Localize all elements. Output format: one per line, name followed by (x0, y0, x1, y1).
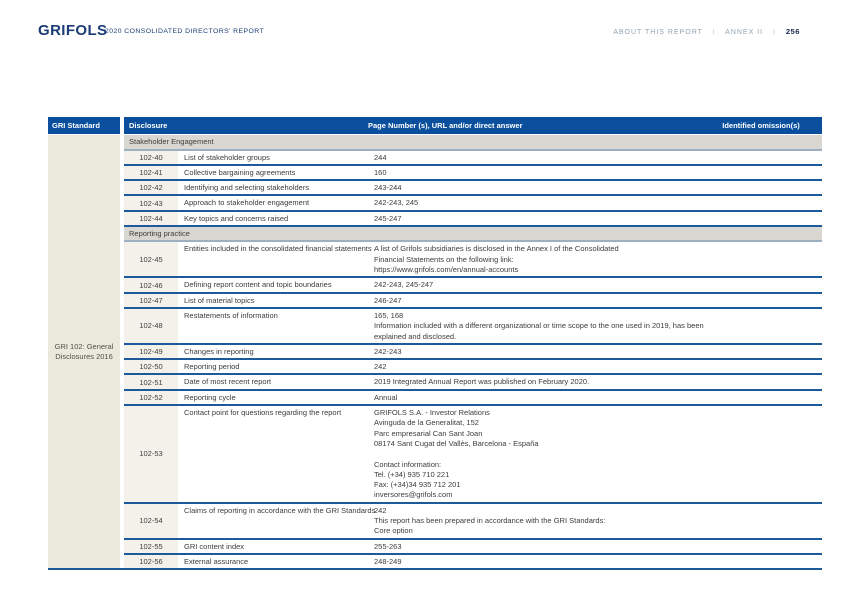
omission-cell (700, 540, 822, 553)
disclosure-title: Identifying and selecting stakeholders (184, 183, 310, 193)
table-row-102-45 (124, 242, 822, 278)
answer-line: Tel. (+34) 935 710 221 (374, 469, 450, 479)
disclosure-title: Date of most recent report (184, 377, 272, 387)
answer-line: This report has been prepared in accordance with the GRI Standards: (374, 516, 606, 526)
answer-line: A list of Grifols subsidiaries is disclosed in the Annex I of the Consolidated (374, 244, 619, 254)
disclosure-id: 102-53 (124, 406, 178, 502)
answer-line (374, 449, 700, 459)
table-row-102-43 (124, 196, 822, 211)
table-row-102-49 (124, 345, 822, 360)
omission-cell (700, 278, 822, 291)
answer-line: 165, 168 (374, 310, 404, 320)
answer-line: 255-263 (374, 541, 402, 551)
omission-cell (700, 309, 822, 343)
answer-line: Financial Statements on the following link: (374, 254, 514, 264)
disclosure-id: 102-45 (124, 242, 178, 276)
answer-cell (368, 196, 700, 209)
report-title: 2020 CONSOLIDATED DIRECTORS' REPORT (105, 28, 265, 35)
answer-cell (368, 166, 700, 179)
omission-cell (700, 242, 822, 276)
disclosure-title: GRI content index (184, 541, 245, 551)
omission-cell (700, 375, 822, 388)
disclosure-title: List of material topics (184, 295, 255, 305)
table-row-102-41 (124, 166, 822, 181)
omission-cell (700, 196, 822, 209)
disclosure-title: Restatements of information (184, 310, 278, 320)
answer-cell (368, 360, 700, 373)
table-row-102-56 (124, 555, 822, 568)
disclosure-id: 102-47 (124, 294, 178, 307)
answer-line: GRIFOLS S.A. - Investor Relations (374, 408, 490, 418)
answer-cell (368, 406, 700, 502)
answer-line: 2019 Integrated Annual Report was published on February 2020. (374, 377, 590, 387)
disclosure-id: 102-46 (124, 278, 178, 291)
answer-cell (368, 504, 700, 538)
disclosure-title: Key topics and concerns raised (184, 213, 289, 223)
omission-cell (700, 166, 822, 179)
disclosure-id: 102-49 (124, 345, 178, 358)
disclosure-id: 102-55 (124, 540, 178, 553)
omission-cell (700, 555, 822, 568)
disclosure-id: 102-50 (124, 360, 178, 373)
top-nav (613, 27, 800, 36)
table-row-102-44 (124, 212, 822, 227)
answer-line: inversores@grifols.com (374, 490, 453, 500)
answer-line: 242-243, 245 (374, 198, 419, 208)
answer-cell (368, 540, 700, 553)
answer-cell (368, 555, 700, 568)
disclosure-title: Reporting period (184, 362, 240, 372)
answer-line: explained and disclosed. (374, 331, 457, 341)
section-header: Stakeholder Engagement (124, 135, 822, 151)
answer-line: 08174 Sant Cugat del Vallès, Barcelona - España (374, 438, 539, 448)
answer-line: 248-249 (374, 556, 402, 566)
disclosure-title: External assurance (184, 556, 249, 566)
disclosure-id: 102-43 (124, 196, 178, 209)
disclosure-id: 102-42 (124, 181, 178, 194)
answer-line: 245-247 (374, 213, 402, 223)
disclosure-id: 102-52 (124, 391, 178, 404)
answer-line: Contact information: (374, 459, 442, 469)
disclosure-id: 102-41 (124, 166, 178, 179)
answer-cell (368, 391, 700, 404)
answer-line: 244 (374, 152, 387, 162)
answer-cell (368, 294, 700, 307)
answer-line: 242 (374, 505, 387, 515)
answer-cell (368, 212, 700, 225)
answer-line: Annual (374, 392, 398, 402)
gri-standard-cell: GRI 102: General Disclosures 2016 (48, 135, 120, 568)
table-body (48, 135, 822, 568)
nav-separator: I (773, 29, 776, 36)
disclosure-title: Collective bargaining agreements (184, 167, 296, 177)
grifols-logo: GRIFOLS (38, 22, 108, 39)
disclosure-title: Reporting cycle (184, 392, 236, 402)
table-row-102-46 (124, 278, 822, 293)
answer-line: 242 (374, 362, 387, 372)
col-header-gri-standard: GRI Standard (48, 117, 120, 134)
answer-cell (368, 309, 704, 343)
table-row-102-55 (124, 540, 822, 555)
omission-cell (700, 345, 822, 358)
answer-line: Information included with a different organizational or time scope to the one used in 2019, has been (374, 321, 704, 331)
omission-cell (700, 212, 822, 225)
table-row-102-40 (124, 151, 822, 166)
disclosure-rows (124, 135, 822, 568)
gri-table (48, 117, 822, 570)
omission-cell (700, 504, 822, 538)
omission-cell (700, 360, 822, 373)
table-row-102-50 (124, 360, 822, 375)
answer-cell (368, 278, 700, 291)
col-header-disclosure: Disclosure (124, 121, 368, 130)
table-row-102-47 (124, 294, 822, 309)
answer-cell (368, 181, 700, 194)
answer-line: Avinguda de la Generalitat, 152 (374, 418, 479, 428)
table-row-102-52 (124, 391, 822, 406)
answer-cell (368, 151, 700, 164)
col-header-page-number: Page Number (s), URL and/or direct answer (368, 121, 700, 130)
nav-about-this-report[interactable]: ABOUT THIS REPORT (613, 29, 703, 36)
omission-cell (700, 181, 822, 194)
answer-line: Fax: (+34)34 935 712 201 (374, 480, 461, 490)
answer-line: 242-243 (374, 346, 402, 356)
disclosure-title: Changes in reporting (184, 346, 254, 356)
omission-cell (700, 391, 822, 404)
table-row-102-42 (124, 181, 822, 196)
section-header: Reporting practice (124, 227, 822, 243)
answer-cell (368, 242, 700, 276)
answer-line: 243-244 (374, 183, 402, 193)
answer-line: 160 (374, 167, 387, 177)
answer-line: Parc empresarial Can Sant Joan (374, 428, 483, 438)
table-row-102-54 (124, 504, 822, 540)
page-header (38, 21, 800, 43)
disclosure-title: List of stakeholder groups (184, 152, 270, 162)
disclosure-id: 102-54 (124, 504, 178, 538)
answer-cell (368, 375, 700, 388)
col-header-identified-omissions: Identified omission(s) (700, 121, 822, 130)
omission-cell (700, 151, 822, 164)
answer-line: 242-243, 245-247 (374, 280, 434, 290)
disclosure-title: Approach to stakeholder engagement (184, 198, 310, 208)
answer-line: 246-247 (374, 295, 402, 305)
disclosure-id: 102-44 (124, 212, 178, 225)
disclosure-title: Entities included in the consolidated financial statements (184, 244, 372, 254)
nav-annex-ii[interactable]: ANNEX II (725, 29, 764, 36)
omission-cell (700, 294, 822, 307)
table-row-102-53 (124, 406, 822, 504)
table-header-right (124, 117, 822, 134)
page-number: 256 (785, 27, 800, 36)
disclosure-title: Defining report content and topic boundaries (184, 280, 332, 290)
disclosure-title: Claims of reporting in accordance with the GRI Standards (184, 505, 376, 515)
answer-cell (368, 345, 700, 358)
disclosure-title: Contact point for questions regarding the report (184, 408, 342, 418)
disclosure-id: 102-48 (124, 309, 178, 343)
table-row-102-51 (124, 375, 822, 390)
answer-line: Core option (374, 526, 413, 536)
table-header-row (48, 117, 822, 134)
nav-separator: I (712, 29, 716, 36)
omission-cell (700, 406, 822, 502)
disclosure-id: 102-56 (124, 555, 178, 568)
table-row-102-48 (124, 309, 822, 345)
disclosure-id: 102-40 (124, 151, 178, 164)
disclosure-id: 102-51 (124, 375, 178, 388)
answer-link[interactable]: https://www.grifols.com/en/annual-accounts (374, 265, 519, 275)
